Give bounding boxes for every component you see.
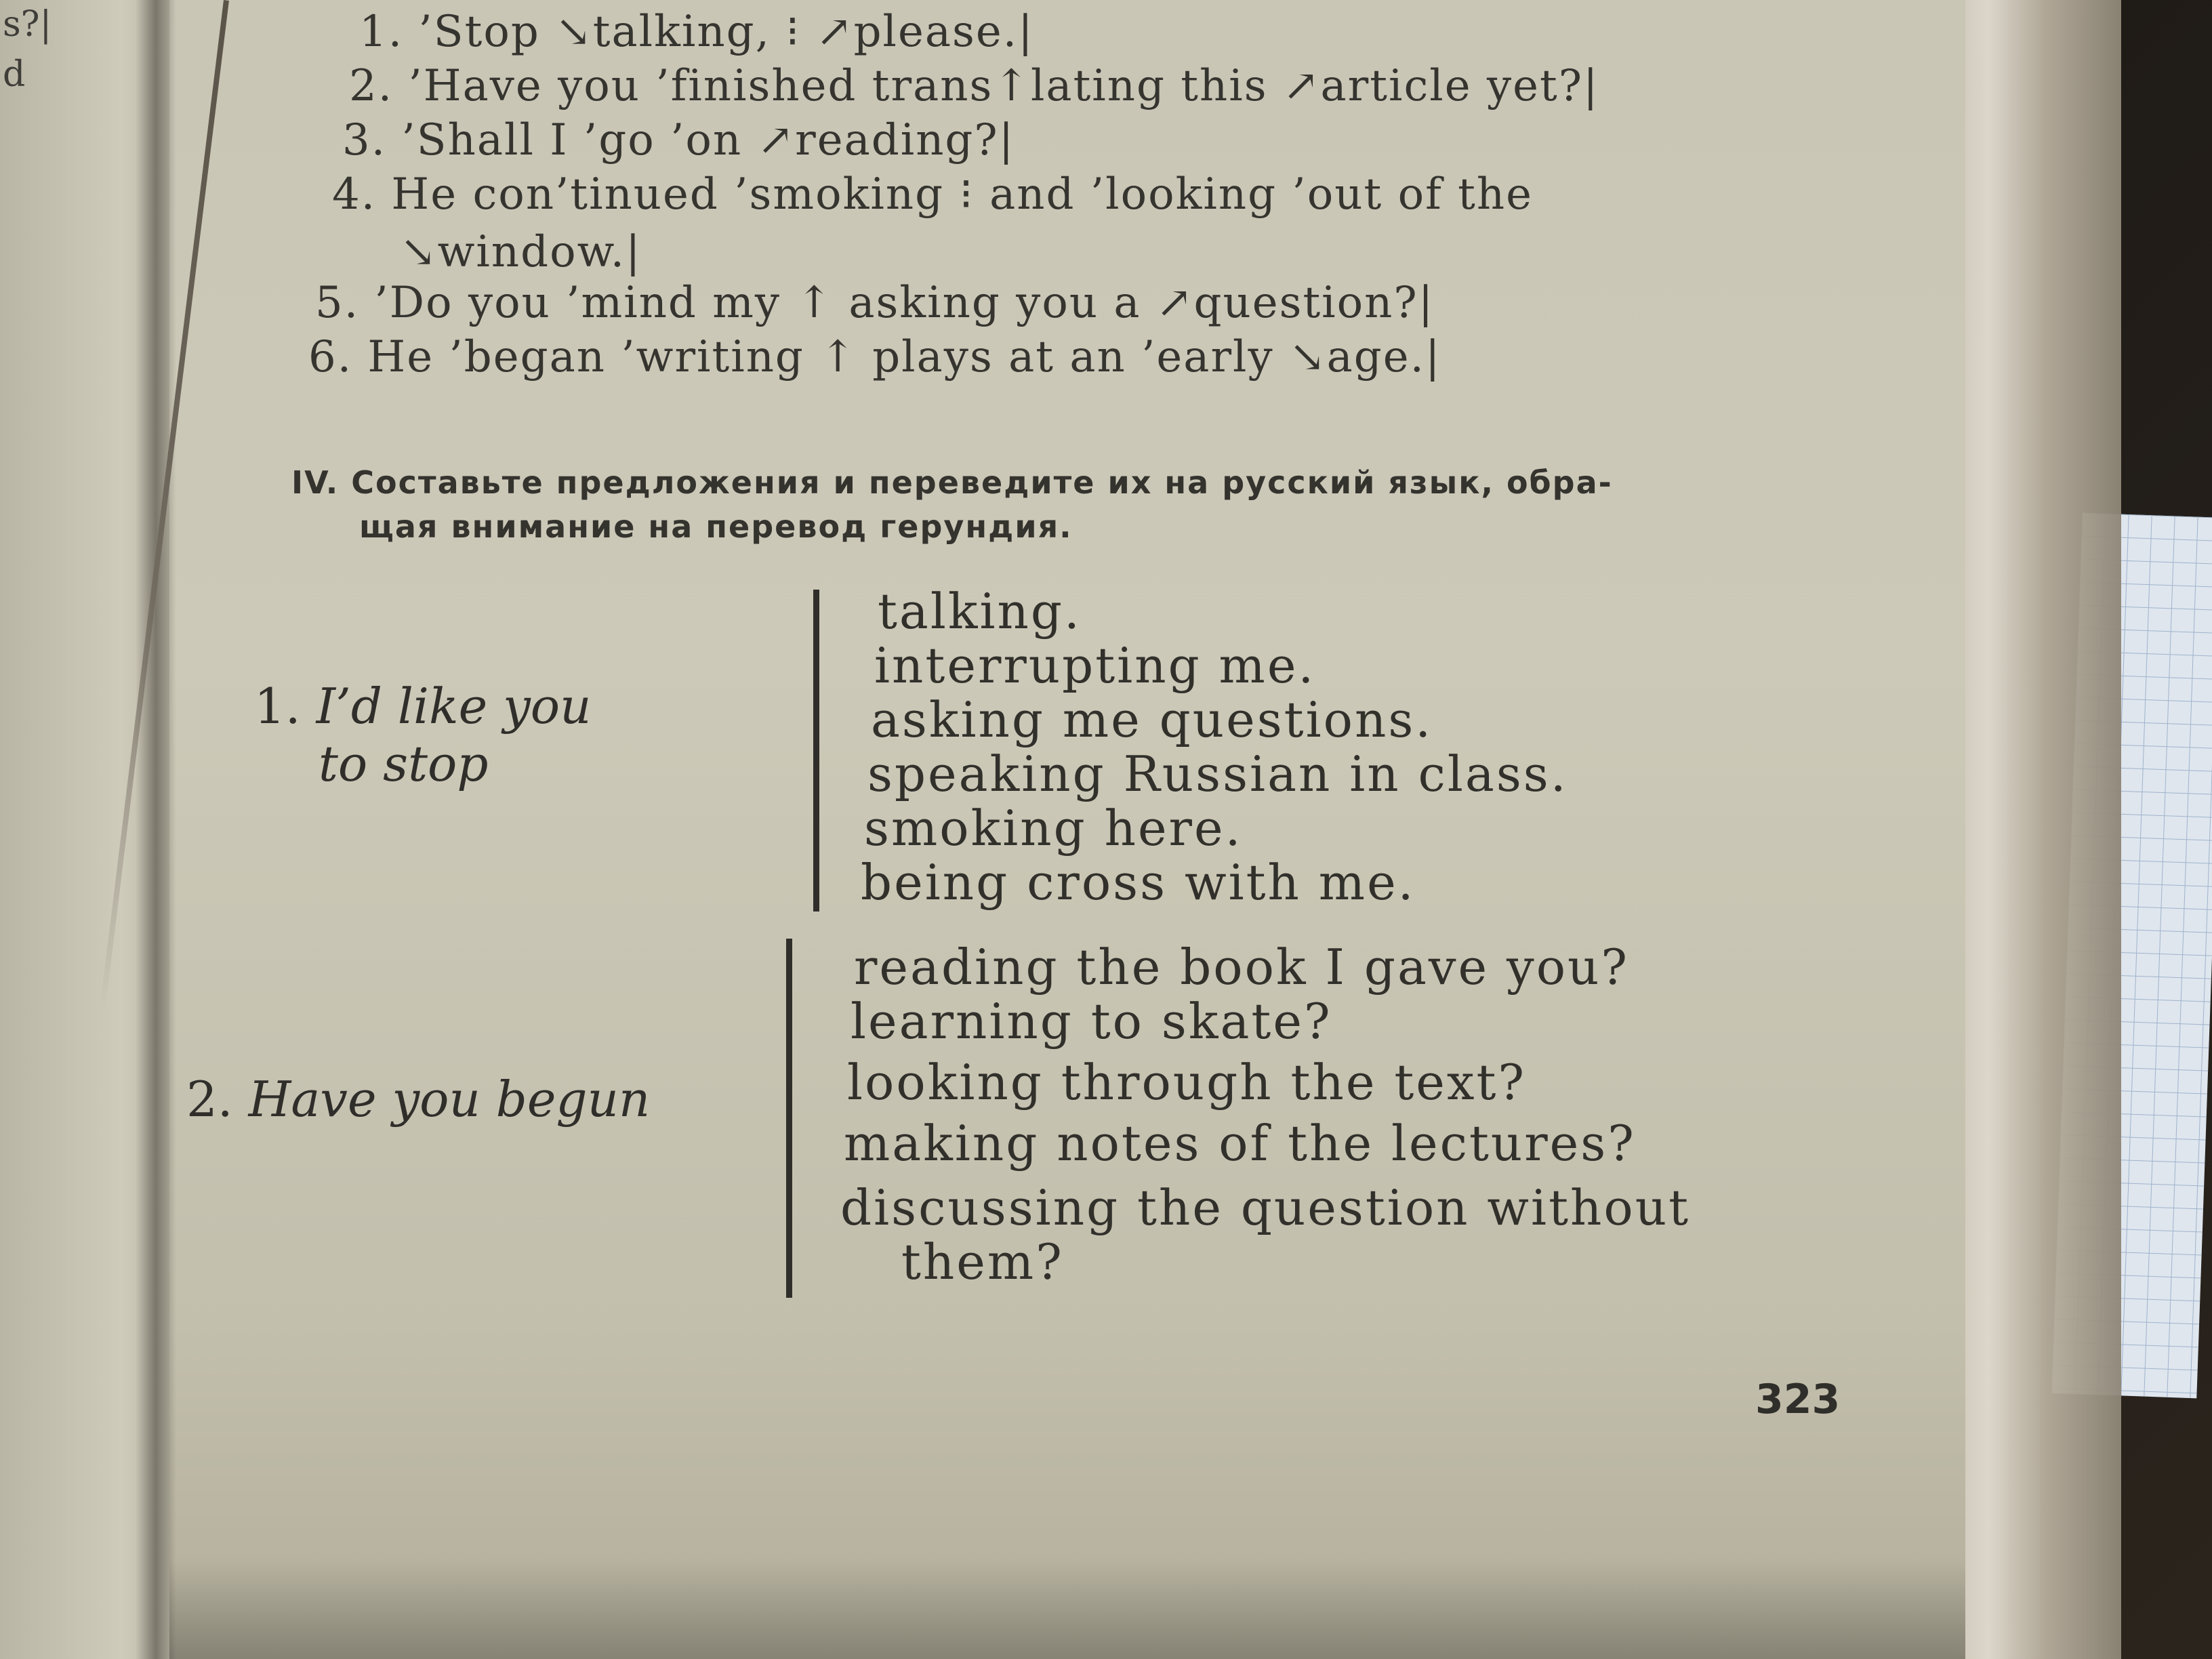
table-2-continuation-1: reading the book I gave you? — [854, 939, 1630, 996]
book-spine — [136, 0, 176, 1659]
page-number: 323 — [1755, 1376, 1841, 1423]
table-2-continuation-4: making notes of the lectures? — [844, 1115, 1636, 1172]
table-1-continuation-1: talking. — [878, 583, 1082, 640]
exercise-line-3: 3. ’Shall I ’go ’on ↗reading?| — [342, 115, 1015, 165]
table-1-subject-text: I’d like you — [316, 678, 592, 735]
left-page-text-1: s?| — [3, 4, 52, 45]
table-2-continuation-6: them? — [901, 1233, 1064, 1290]
exercise-line-2: 2. ’Have you ’finished trans↑lating this ↗article yet?| — [349, 61, 1599, 111]
table-2-subject-text: Have you begun — [248, 1071, 651, 1128]
exercise-line-4: 4. He con’tinued ’smoking ⁝ and ’looking ’out of the — [332, 169, 1533, 220]
table-2-subject — [186, 1071, 650, 1128]
table-2-continuation-3: looking through the text? — [847, 1054, 1526, 1111]
exercise-line-5: 5. ’Do you ’mind my ↑ asking you a ↗question?| — [315, 278, 1435, 328]
table-1-continuation-2: interrupting me. — [874, 637, 1316, 694]
table-2-continuation-5: discussing the question without — [840, 1179, 1691, 1236]
table-2-divider — [786, 939, 792, 1298]
table-2-continuation-2: learning to skate? — [851, 993, 1332, 1050]
page-bottom-shadow — [169, 1559, 1965, 1659]
table-1-continuation-6: being cross with me. — [861, 854, 1416, 911]
table-1-continuation-3: asking me questions. — [871, 691, 1433, 748]
table-1-subject-line-2: to stop — [319, 735, 489, 792]
table-2-number: 2. — [186, 1071, 233, 1128]
section-heading-line-1: IV. Составьте предложения и переведите их на русский язык, обра- — [291, 464, 1613, 501]
table-1-divider — [813, 590, 819, 912]
table-1-continuation-5: smoking here. — [864, 800, 1243, 857]
table-1-number: 1. — [254, 678, 301, 735]
exercise-line-6: 6. He ’began ’writing ↑ plays at an ’early ↘age.| — [308, 332, 1441, 382]
exercise-line-1: 1. ’Stop ↘talking, ⁝ ↗please.| — [359, 7, 1034, 57]
table-1-continuation-4: speaking Russian in class. — [867, 745, 1568, 802]
left-page-text-2: d — [3, 54, 26, 95]
table-1-subject-line-1 — [254, 678, 591, 735]
section-heading-line-2: щая внимание на перевод герундия. — [359, 508, 1073, 545]
exercise-line-4-continued: ↘window.| — [400, 227, 642, 277]
